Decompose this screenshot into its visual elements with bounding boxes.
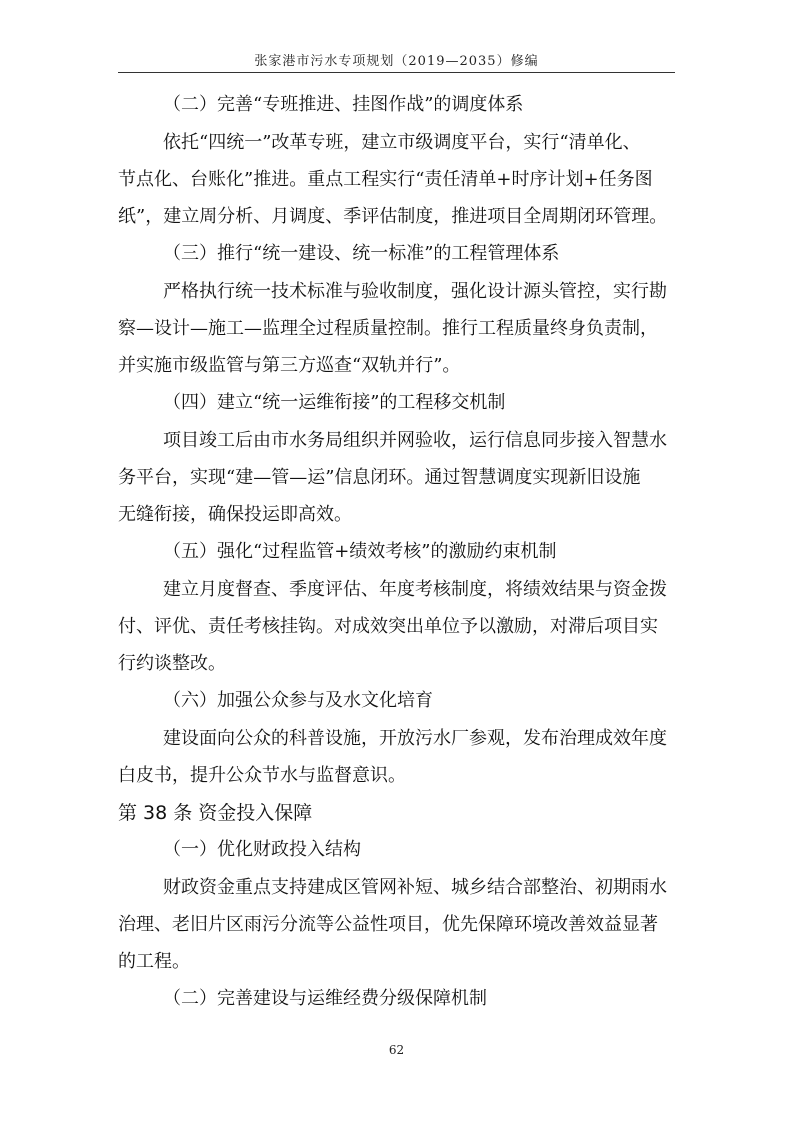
subsection-heading: （三）推行“统一建设、统一标准”的工程管理体系 bbox=[163, 243, 560, 264]
paragraph-line: 严格执行统一技术标准与验收制度，强化设计源头管控，实行勘 bbox=[163, 281, 667, 302]
paragraph-line: 财政资金重点支持建成区管网补短、城乡结合部整治、初期雨水 bbox=[163, 877, 667, 898]
paragraph-line: 治理、老旧片区雨污分流等公益性项目，优先保障环境改善效益显著 bbox=[118, 914, 658, 935]
paragraph-line: 并实施市级监管与第三方巡查“双轨并行”。 bbox=[118, 355, 461, 376]
subsection-heading: （一）优化财政投入结构 bbox=[163, 839, 361, 860]
paragraph-line: 无缝衔接，确保投运即高效。 bbox=[118, 504, 352, 525]
subsection-heading: （二）完善建设与运维经费分级保障机制 bbox=[163, 988, 487, 1009]
paragraph-line: 行约谈整改。 bbox=[118, 653, 226, 674]
running-header: 张家港市污水专项规划（2019—2035）修编 bbox=[254, 54, 539, 69]
paragraph-line: 建立月度督查、季度评估、年度考核制度，将绩效结果与资金拨 bbox=[163, 579, 667, 600]
paragraph-line: 纸”，建立周分析、月调度、季评估制度，推进项目全周期闭环管理。 bbox=[118, 206, 668, 227]
header-rule bbox=[118, 72, 675, 73]
paragraph-line: 付、评优、责任考核挂钩。对成效突出单位予以激励，对滞后项目实 bbox=[118, 616, 658, 637]
paragraph-line: 建设面向公众的科普设施，开放污水厂参观，发布治理成效年度 bbox=[163, 728, 667, 749]
subsection-heading: （六）加强公众参与及水文化培育 bbox=[163, 690, 433, 711]
subsection-heading: （四）建立“统一运维衔接”的工程移交机制 bbox=[163, 392, 506, 413]
paragraph-line: 务平台，实现“建—管—运”信息闭环。通过智慧调度实现新旧设施 bbox=[118, 467, 641, 488]
paragraph-line: 白皮书，提升公众节水与监督意识。 bbox=[118, 765, 406, 786]
paragraph-line: 依托“四统一”改革专班，建立市级调度平台，实行“清单化、 bbox=[163, 132, 641, 153]
paragraph-line: 察—设计—施工—监理全过程质量控制。推行工程质量终身负责制， bbox=[118, 318, 658, 339]
subsection-heading: （二）完善“专班推进、挂图作战”的调度体系 bbox=[163, 94, 524, 115]
article-heading: 第 38 条 资金投入保障 bbox=[118, 802, 313, 824]
paragraph-line: 项目竣工后由市水务局组织并网验收，运行信息同步接入智慧水 bbox=[163, 430, 667, 451]
paragraph-line: 的工程。 bbox=[118, 951, 190, 972]
subsection-heading: （五）强化“过程监管+绩效考核”的激励约束机制 bbox=[163, 541, 557, 562]
paragraph-line: 节点化、台账化”推进。重点工程实行“责任清单+时序计划+任务图 bbox=[118, 169, 653, 190]
page-number: 62 bbox=[388, 1043, 405, 1057]
